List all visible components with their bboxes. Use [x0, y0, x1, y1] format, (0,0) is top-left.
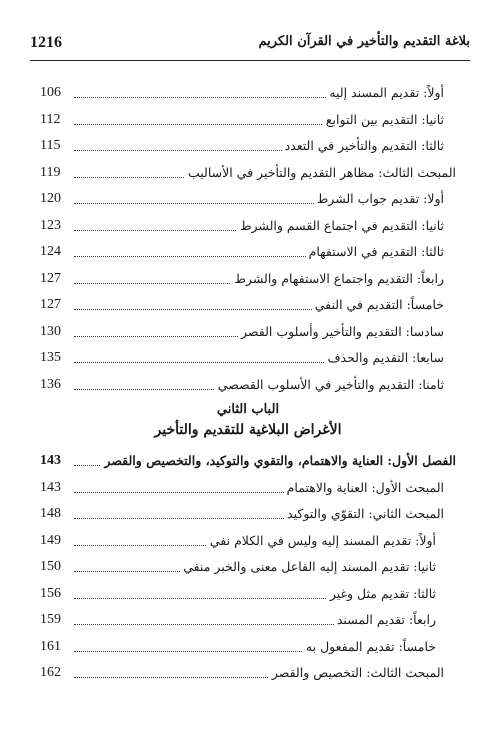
- toc-entry: [40, 160, 456, 187]
- page-number: 1216: [30, 34, 62, 51]
- toc-entry-title: المبحث الثاني: التقوّي والتوكيد: [284, 501, 444, 528]
- header-rule: [30, 60, 470, 61]
- toc-entry-page: 162: [40, 660, 74, 687]
- toc-entry: [40, 372, 456, 399]
- toc-entry-page: 123: [40, 213, 74, 240]
- toc-entry: [40, 80, 456, 107]
- toc-entry-page: 159: [40, 607, 74, 634]
- toc-entry-page: 127: [40, 266, 74, 293]
- toc-entry: [40, 607, 456, 634]
- toc-entry-title: رابعاً: تقديم المسند: [334, 607, 436, 634]
- toc-entry-title: ثانيا: تقديم المسند إليه الفاعل معنى والخبر منفي: [180, 554, 436, 581]
- part-title: الأغراض البلاغية للتقديم والتأخير: [154, 422, 342, 438]
- toc-entry: [40, 319, 456, 346]
- toc-entry: [40, 345, 456, 372]
- toc-entry: [40, 266, 456, 293]
- toc-entry-title: سابعا: التقديم والحذف: [325, 345, 444, 372]
- toc-entry-title: الفصل الأول: العناية والاهتمام، والتقوي والتوكيد، والتخصيص والقصر: [101, 448, 456, 475]
- toc-entry-title: المبحث الثالث: التخصيص والقصر: [269, 660, 444, 687]
- toc-entry-page: 130: [40, 319, 74, 346]
- running-title: بلاغة التقديم والتأخير في القرآن الكريم: [258, 34, 470, 49]
- toc-entry-title: أولاً: تقديم المسند إليه وليس في الكلام نفي: [207, 528, 436, 555]
- toc-entry: [40, 475, 456, 502]
- toc-entry-page: 150: [40, 554, 74, 581]
- toc-entry-page: 127: [40, 292, 74, 319]
- toc-entry-title: ثالثا: التقديم والتأخير في التعدد: [282, 133, 444, 160]
- toc-entry-page: 149: [40, 528, 74, 555]
- toc-entry: [40, 528, 456, 555]
- toc-entry-page: 124: [40, 239, 74, 266]
- toc-entry-page: 120: [40, 186, 74, 213]
- toc-entry-page: 143: [40, 448, 74, 475]
- toc-entry-page: 106: [40, 80, 74, 107]
- toc-section-b: [40, 448, 456, 687]
- toc-entry-title: خامساً: تقديم المفعول به: [303, 634, 436, 661]
- toc-section-a: [40, 80, 456, 398]
- toc-entry: [40, 239, 456, 266]
- toc-entry-title: أولا: تقديم جواب الشرط: [314, 186, 444, 213]
- toc-entry: [40, 292, 456, 319]
- toc-entry: [40, 581, 456, 608]
- toc-entry-title: ثامنا: التقديم والتأخير في الأسلوب القصصي: [215, 372, 444, 399]
- toc-entry-page: 115: [40, 133, 74, 160]
- toc-entry: [40, 133, 456, 160]
- toc-entry-title: ثالثا: تقديم مثل وغير: [327, 581, 436, 608]
- toc-entry-title: ثانيا: التقديم في اجتماع القسم والشرط: [237, 213, 444, 240]
- toc-entry-title: ثالثا: التقديم في الاستفهام: [306, 239, 444, 266]
- toc-entry-title: المبحث الأول: العناية والاهتمام: [284, 475, 444, 502]
- toc-entry-page: 148: [40, 501, 74, 528]
- toc-entry: [40, 107, 456, 134]
- toc-entry: [40, 660, 456, 687]
- toc-entry: [40, 213, 456, 240]
- toc-entry-title: ثانيا: التقديم بين التوابع: [323, 107, 444, 134]
- toc-entry-page: 135: [40, 345, 74, 372]
- toc-entry: [40, 554, 456, 581]
- toc-entry-title: خامساً: التقديم في النفي: [312, 292, 444, 319]
- toc-entry-page: 143: [40, 475, 74, 502]
- toc-entry-title: رابعاً: التقديم واجتماع الاستفهام والشرط: [231, 266, 444, 293]
- table-of-contents: [40, 80, 456, 687]
- toc-entry-title: سادسا: التقديم والتأخير وأسلوب القصر: [238, 319, 444, 346]
- part-number: الباب الثاني: [216, 402, 280, 417]
- part-heading: [40, 398, 456, 448]
- toc-entry-page: 112: [40, 107, 74, 134]
- toc-entry: [40, 501, 456, 528]
- toc-entry: [40, 186, 456, 213]
- toc-entry-page: 136: [40, 372, 74, 399]
- toc-entry-page: 119: [40, 160, 74, 187]
- toc-entry-page: 156: [40, 581, 74, 608]
- toc-entry-title: أولاً: تقديم المسند إليه: [326, 80, 444, 107]
- toc-entry-title: المبحث الثالث: مظاهر التقديم والتأخير في الأساليب: [185, 160, 456, 187]
- toc-entry-page: 161: [40, 634, 74, 661]
- page-header: [30, 34, 470, 60]
- toc-entry: [40, 448, 456, 475]
- toc-entry: [40, 634, 456, 661]
